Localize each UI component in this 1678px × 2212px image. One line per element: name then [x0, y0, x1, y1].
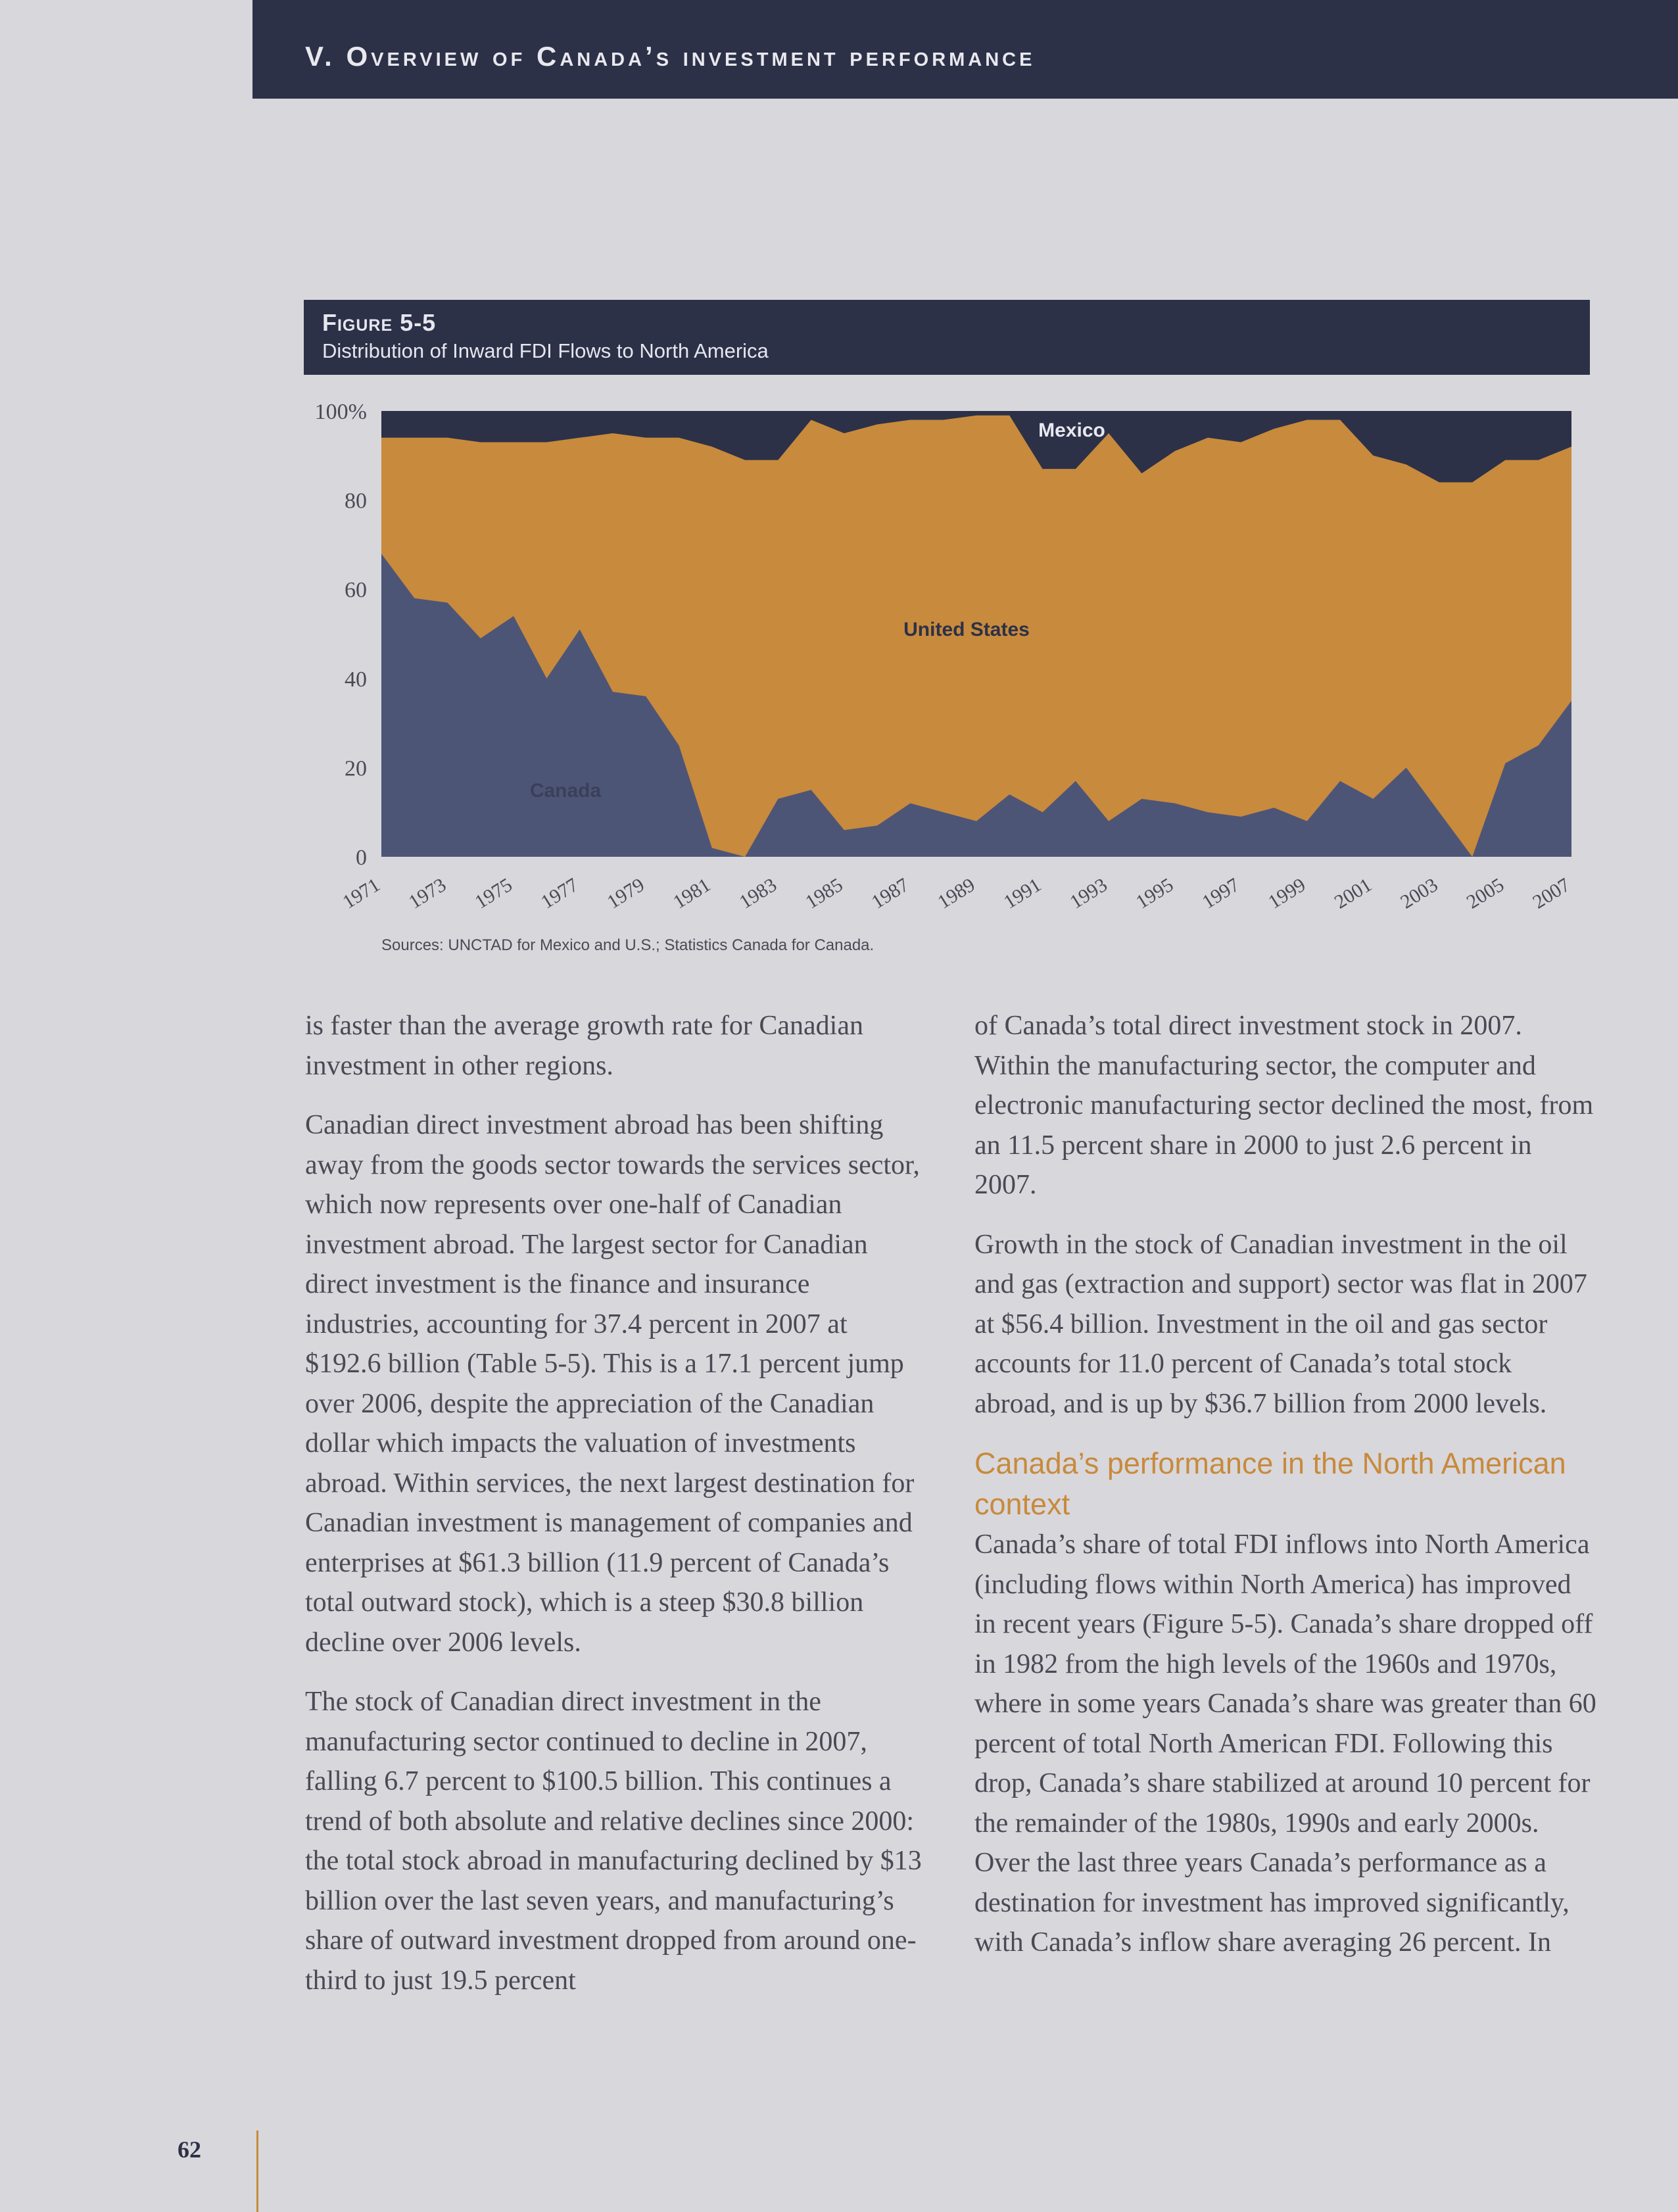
x-tick-label: 1993: [1066, 873, 1111, 913]
y-axis: [315, 400, 367, 870]
x-tick-label: 2007: [1529, 873, 1574, 913]
x-tick-label: 1973: [404, 873, 450, 913]
section-heading: Canada’s performance in the North American context: [974, 1447, 1566, 1521]
body-paragraph: of Canada’s total direct investment stock in 2007. Within the manufacturing sector, the computer and electronic manufacturing sector declined the most, from an 11.5 percent share in 2000 to just 2.6 percent in 2007.: [974, 1011, 1594, 1200]
chapter-title: V. Overview of Canada’s investment performance: [305, 41, 1036, 72]
y-tick-label: 100%: [314, 400, 367, 424]
body-paragraph: The stock of Canadian direct investment in the manufacturing sector continued to decline in 2007, falling 6.7 percent to $100.5 billion. This continues a trend of both absolute and relative declines since 2000: the total stock abroad in manufacturing declined by $13 billion over the last seven years, and manufacturing’s share of outward investment dropped from around one-third to just 19.5 percent: [305, 1687, 922, 1996]
x-tick-label: 2003: [1397, 873, 1442, 913]
series-label-united-states: United States: [903, 619, 1030, 640]
x-tick-label: 1981: [669, 873, 715, 913]
x-tick-label: 1989: [934, 873, 979, 913]
y-tick-label: 60: [345, 578, 367, 603]
x-tick-label: 1999: [1264, 873, 1310, 913]
x-tick-label: 1987: [867, 873, 913, 913]
x-tick-label: 1997: [1198, 873, 1243, 913]
x-tick-label: 2001: [1330, 873, 1376, 913]
y-tick-label: 20: [345, 756, 367, 781]
y-tick-label: 80: [345, 489, 367, 514]
x-tick-label: 1971: [339, 873, 384, 913]
x-tick-label: 1991: [999, 873, 1045, 913]
figure-header: [304, 300, 1590, 375]
y-tick-label: 0: [356, 846, 367, 870]
figure-label: Figure 5-5: [322, 309, 437, 336]
body-paragraph: is faster than the average growth rate for Canadian investment in other regions.: [305, 1011, 863, 1081]
x-tick-label: 1985: [802, 873, 847, 913]
page-number: 62: [178, 2136, 201, 2163]
x-tick-label: 1977: [537, 873, 583, 913]
fdi-area-chart: [289, 395, 1604, 921]
y-tick-label: 40: [345, 667, 367, 692]
x-tick-label: 1975: [471, 873, 516, 913]
left-column: [305, 1006, 930, 2020]
series-label-canada: Canada: [529, 780, 602, 802]
body-paragraph: Growth in the stock of Canadian investment in the oil and gas (extraction and support) sector was flat in 2007 at $56.4 billion. Investment in the oil and gas sector accounts for 11.0 percent of Canada’s total stock abroad, and is up by $36.7 billion from 2000 levels.: [974, 1229, 1587, 1419]
series-label-mexico: Mexico: [1038, 420, 1105, 441]
x-tick-label: 1983: [735, 873, 781, 913]
right-column: [974, 1006, 1599, 1983]
x-tick-label: 2005: [1462, 873, 1508, 913]
x-axis: [339, 874, 1573, 913]
figure-title: Distribution of Inward FDI Flows to North America: [322, 339, 769, 362]
body-paragraph: Canada’s share of total FDI inflows into North America (including flows within North America) has improved in recent years (Figure 5-5). Canada’s share dropped off in 1982 from the high levels of the 1960s and 1970s, where in some years Canada’s share was greater than 60 percent of total North American FDI. Following this drop, Canada’s share stabilized at around 10 percent for the remainder of the 1980s, 1990s and early 2000s. Over the last three years Canada’s performance as a destination for investment has improved significantly, with Canada’s inflow share averaging 26 percent. In: [974, 1529, 1596, 1958]
chart-source: Sources: UNCTAD for Mexico and U.S.; Statistics Canada for Canada.: [381, 936, 875, 954]
x-tick-label: 1995: [1132, 873, 1178, 913]
page-rule: [256, 2130, 258, 2212]
x-tick-label: 1979: [603, 873, 648, 913]
body-paragraph: Canadian direct investment abroad has been shifting away from the goods sector towards the services sector, which now represents over one-half of Canadian investment abroad. The largest sector for Canadian direct investment is the finance and insurance industries, accounting for 37.4 percent in 2007 at $192.6 billion (Table 5-5). This is a 17.1 percent jump over 2006, despite the appreciation of the Canadian dollar which impacts the valuation of investments abroad. Within services, the next largest destination for Canadian investment is management of companies and enterprises at $61.3 billion (11.9 percent of Canada’s total outward stock), which is a steep $30.8 billion decline over 2006 levels.: [305, 1110, 920, 1658]
